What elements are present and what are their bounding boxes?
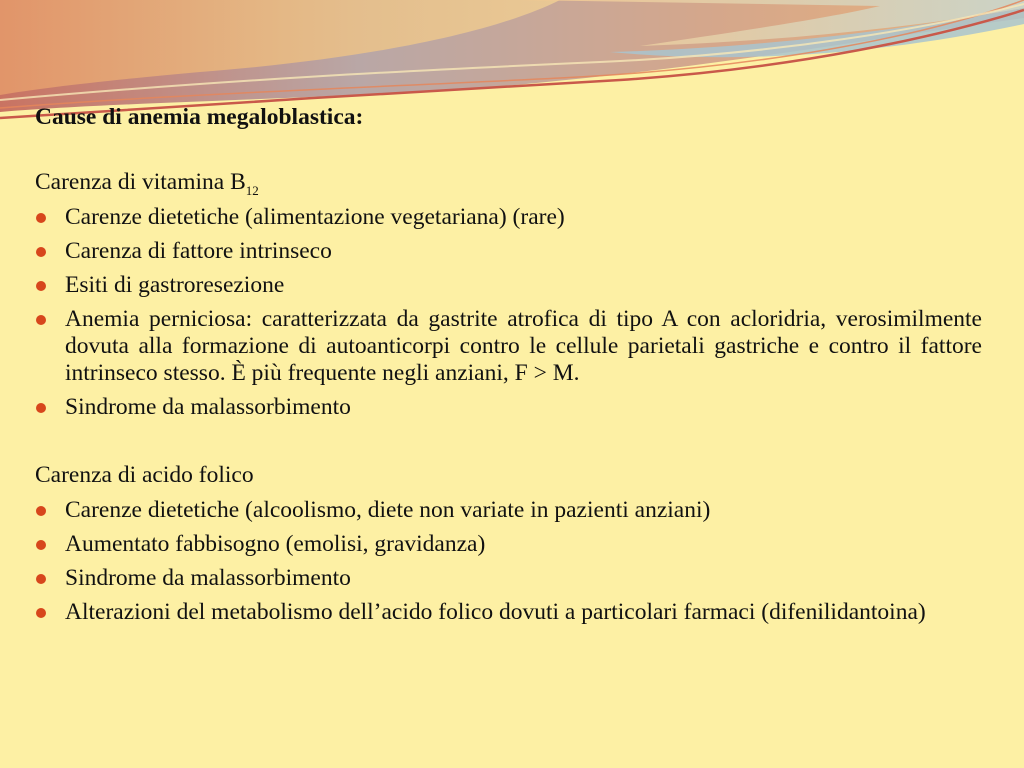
slide-content (35, 104, 982, 633)
list-item (35, 565, 982, 592)
bullet-dot-icon (36, 608, 46, 618)
bullet-dot-icon (36, 574, 46, 584)
list-item (35, 238, 982, 265)
section-title-folic-acid (35, 462, 982, 491)
decorative-wave-banner (0, 0, 1024, 120)
list-item-text: Carenze dietetiche (alcoolismo, diete non variate in pazienti anziani) (65, 497, 711, 523)
list-item-text: Esiti di gastroresezione (65, 272, 285, 298)
list-item (35, 306, 982, 387)
bullet-dot-icon (36, 403, 46, 413)
section-title-subscript: 12 (245, 183, 259, 198)
list-item-text: Anemia perniciosa: caratterizzata da gastrite atrofica di tipo A con acloridria, verosimilmente dovuta alla formazione di autoanticorpi contro le cellule parietali gastriche e contro il fattore intrinseco stesso. È più frequente negli anziani, F > M. (65, 306, 982, 386)
section-title-text: Carenza di vitamina B (35, 169, 246, 195)
bullet-dot-icon (36, 281, 46, 291)
bullet-dot-icon (36, 506, 46, 516)
list-item-text: Carenze dietetiche (alimentazione vegetariana) (rare) (65, 204, 565, 230)
list-item (35, 497, 982, 524)
bullet-list-folic-acid (35, 497, 982, 626)
bullet-dot-icon (36, 315, 46, 325)
list-item (35, 204, 982, 231)
list-item-text: Aumentato fabbisogno (emolisi, gravidanza) (65, 531, 486, 557)
list-item-text: Sindrome da malassorbimento (65, 565, 351, 591)
bullet-dot-icon (36, 540, 46, 550)
list-item (35, 599, 982, 626)
bullet-dot-icon (36, 213, 46, 223)
list-item (35, 394, 982, 421)
section-spacer (35, 428, 982, 462)
list-item-text: Carenza di fattore intrinseco (65, 238, 332, 264)
section-title-vitamin-b12 (35, 169, 982, 198)
list-item (35, 531, 982, 558)
list-item-text: Sindrome da malassorbimento (65, 394, 351, 420)
section-title-text: Carenza di acido folico (35, 462, 254, 488)
bullet-list-vitamin-b12 (35, 204, 982, 421)
list-item-text: Alterazioni del metabolismo dell’acido folico dovuti a particolari farmaci (difenilidantoina) (65, 599, 926, 625)
list-item (35, 272, 982, 299)
slide-heading: Cause di anemia megaloblastica: (35, 104, 364, 130)
bullet-dot-icon (36, 247, 46, 257)
